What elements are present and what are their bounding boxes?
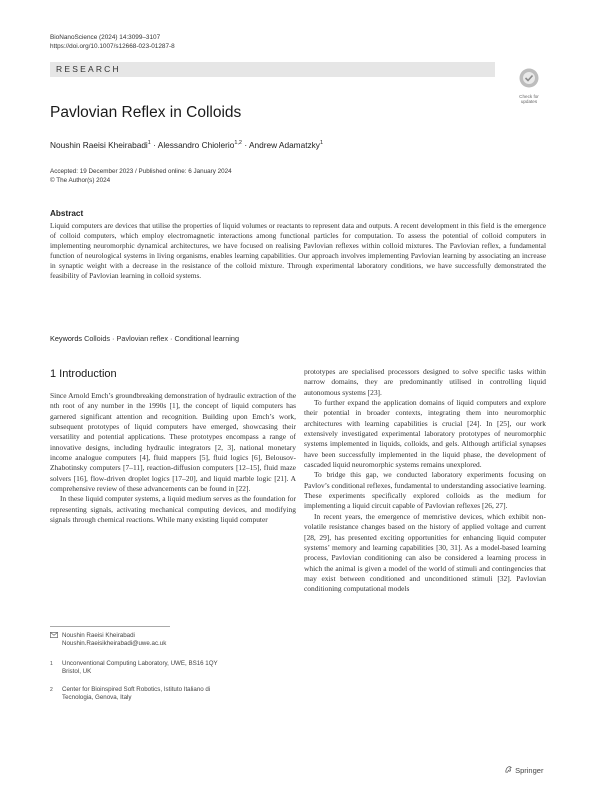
correspondence-name: Noushin Raeisi Kheirabadi bbox=[62, 632, 135, 639]
body-paragraph: To further expand the application domains of liquid computers and explore their potential in broader contexts, integrating them into neuromorphic architectures with learning capabilities is crucial [24]. In [25], our work extensively investigated experimental laboratory prototypes of neuromorphic systems implemented in liquids, colloids, and gels. Although artificial synapses have been successfully implemented in the liquid phase, the development of cascaded liquid neuromorphic systems remains unexplored. bbox=[304, 398, 546, 470]
keywords-label: Keywords bbox=[50, 334, 83, 343]
abstract-heading: Abstract bbox=[50, 209, 84, 218]
body-paragraph: Since Arnold Emch’s groundbreaking demonstration of hydraulic extraction of the nth root of any number in the 1990s [1], the concept of liquid computers has garnered significant attention and recognition. Building upon Emch’s work, subsequent prototypes of liquid computers have emerged, showcasing their versatility and potential applications. These prototypes encompass a range of innovative designs, including hydraulic integrators [2, 3], national monetary income analogue computers [4], fluid mappers [5], fluid logics [6], Belousov-Zhabotinsky computers [7–11], reaction-diffusion computers [12–15], fluid maze solvers [16], flow-driven droplet logics [17–20], and liquid marble logic [21]. A comprehensive review of these advancements can be found in [22]. bbox=[50, 391, 296, 494]
publisher-logo bbox=[504, 765, 543, 775]
publisher-name: Springer bbox=[515, 766, 544, 775]
section-heading: 1 Introduction bbox=[50, 368, 117, 380]
body-column-right bbox=[304, 367, 546, 595]
publication-dates: Accepted: 19 December 2023 / Published online: 6 January 2024 bbox=[50, 168, 232, 175]
body-paragraph: To bridge this gap, we conducted laboratory experiments focusing on Pavlov’s conditional reflexes, fundamental to understanding associative learning. These experiments specifically explored colloids as the medium for implementing a liquid circuit capable of Pavlovian reflexes [26, 27]. bbox=[304, 470, 546, 511]
check-updates-line2: updates bbox=[520, 99, 538, 104]
affiliation-mark: 2 bbox=[50, 687, 53, 693]
affiliation bbox=[50, 660, 218, 677]
author-name[interactable]: Alessandro Chiolerio bbox=[157, 140, 235, 150]
affiliation bbox=[50, 686, 210, 703]
keywords-list: Colloids · Pavlovian reflex · Conditional learning bbox=[84, 334, 240, 343]
copyright-line: © The Author(s) 2024 bbox=[50, 177, 111, 184]
check-for-updates-icon[interactable] bbox=[513, 67, 545, 104]
envelope-icon bbox=[50, 632, 62, 641]
affiliation-line: Tecnologia, Genova, Italy bbox=[62, 694, 132, 702]
journal-citation: BioNanoScience (2024) 14:3099–3107 bbox=[50, 34, 161, 41]
section-tag: RESEARCH bbox=[56, 64, 121, 74]
body-column-left bbox=[50, 391, 296, 525]
abstract-text: Liquid computers are devices that utilise the properties of liquid volumes or reactants to represent data and outputs. A recent development in this field is the emergence of colloid computers, which employ electromagnetic interactions among functional particles for computation. To assess the potential of colloid computers in implementing neuromorphic dynamical architectures, we have focused on realising Pavlovian reflexes within colloid mixtures. The Pavlovian reflex, a fundamental function of neurological systems in living organisms, enables learning capabilities. Our approach involves implementing Pavlovian learning by associating an increase in synaptic weight with a decrease in the resistance of the colloid mixture. Through experimental laboratory conditions, we have successfully demonstrated the feasibility of Pavlovian learning in colloid systems. bbox=[50, 221, 546, 281]
correspondence bbox=[50, 632, 166, 649]
author-affiliation-mark: 1 bbox=[319, 140, 324, 147]
affiliation-mark: 1 bbox=[50, 661, 53, 667]
affiliation-line: Center for Bioinspired Soft Robotics, Istituto Italiano di bbox=[62, 686, 211, 693]
correspondence-email[interactable]: Noushin.Raeisikheirabadi@uwe.ac.uk bbox=[62, 640, 167, 648]
doi-link[interactable]: https://doi.org/10.1007/s12668-023-01287-8 bbox=[50, 43, 175, 50]
body-paragraph: In these liquid computer systems, a liquid medium serves as the foundation for representing signals, activating mechanical computing devices, and modifying signals through chemical reactions. While many existing liquid computer bbox=[50, 494, 296, 525]
body-paragraph: prototypes are specialised processors designed to solve specific tasks within narrow domains, they are predominantly utilised in controlling liquid autonomous systems [23]. bbox=[304, 367, 546, 397]
author-name[interactable]: Andrew Adamatzky bbox=[248, 140, 320, 150]
keywords bbox=[50, 334, 239, 343]
body-paragraph: In recent years, the emergence of memristive devices, which exhibit non-volatile resistance changes based on the history of applied voltage and current [28, 29], has presented exciting opportunities for enhancing liquid computer systems’ memory and learning capabilities [30, 31]. As a model-based learning process, Pavlovian conditioning can also be considered a learning process in which the animal is given a model of the world of stimuli and contingencies that may exist between conditioned and unconditioned stimuli [32]. Pavlovian conditioning computational models bbox=[304, 511, 546, 594]
author-name[interactable]: Noushin Raeisi Kheirabadi bbox=[50, 140, 148, 150]
springer-horse-icon bbox=[504, 766, 515, 775]
author-affiliation-mark: 1 bbox=[147, 140, 151, 147]
affiliation-line: Bristol, UK bbox=[62, 668, 92, 676]
check-updates-line1: Check for bbox=[519, 94, 539, 99]
footnote-divider bbox=[50, 626, 170, 627]
author-list: Noushin Raeisi Kheirabadi$^1$ · Alessandro Chiolerio$^{1,2}$ · Andrew Adamatzky$^1$ bbox=[50, 140, 324, 150]
author-affiliation-mark: 1,2 bbox=[234, 140, 242, 147]
affiliation-line: Unconventional Computing Laboratory, UWE, BS16 1QY bbox=[62, 660, 218, 667]
paper-title: Pavlovian Reflex in Colloids bbox=[50, 104, 242, 121]
